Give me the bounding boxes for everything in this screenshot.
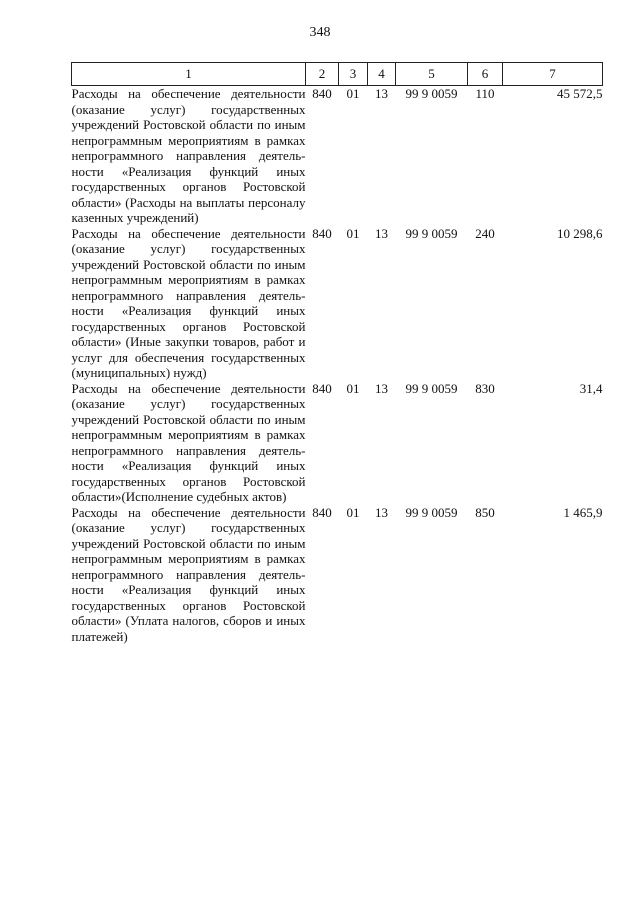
section-cell: 01 xyxy=(346,225,360,241)
expense-type-cell: 850 xyxy=(475,504,495,520)
row-description: Расходы на обеспечение деятельности (оказание услуг) государственных учреждений Ростовской области по иным непрограммным мероприятиям в рамках непрограммного направления деятельности «Реализация функций иных государственных органов Ростовской области» (Иные закупки товаров, работ и услуг для обеспечения государственных (муниципальных) нужд) xyxy=(71,225,306,380)
column-header-3: 3 xyxy=(339,63,368,86)
column-header-1: 1 xyxy=(72,63,306,86)
target-article-cell: 99 9 0059 xyxy=(405,86,458,101)
target-article-cell: 99 9 0059 xyxy=(405,380,458,396)
column-header-5: 5 xyxy=(396,63,468,86)
amount-cell: 45 572,5 xyxy=(557,86,603,101)
section-cell: 01 xyxy=(346,86,360,101)
expense-type-cell: 830 xyxy=(475,380,495,396)
column-header-7: 7 xyxy=(503,63,603,86)
table-row xyxy=(72,86,603,226)
amount-cell: 10 298,6 xyxy=(557,225,603,241)
section-cell: 01 xyxy=(346,504,360,520)
column-header-2: 2 xyxy=(306,63,339,86)
amount-cell: 31,4 xyxy=(579,380,603,396)
expense-type-cell: 110 xyxy=(475,86,495,101)
page-number: 348 xyxy=(309,25,331,40)
table-row xyxy=(72,226,603,381)
admin-code-cell: 840 xyxy=(312,504,332,520)
header-row xyxy=(72,63,603,86)
target-article-cell: 99 9 0059 xyxy=(405,504,458,520)
admin-code-cell: 840 xyxy=(312,86,332,101)
row-description: Расходы на обеспечение деятельности (оказание услуг) государственных учреждений Ростовской области по иным непрограммным мероприятиям в рамках непрограммного направления деятельности «Реализация функций иных государственных органов Ростовской области»(Исполнение судебных актов) xyxy=(71,380,306,504)
column-header-4: 4 xyxy=(368,63,396,86)
table-row xyxy=(72,381,603,505)
target-article-cell: 99 9 0059 xyxy=(405,225,458,241)
row-description: Расходы на обеспечение деятельности (оказание услуг) государственных учреждений Ростовской области по иным непрограммным мероприятиям в рамках непрограммного направления деятельности «Реализация функций иных государственных органов Ростовской области» (Расходы на выплаты персоналу казенных учреждений) xyxy=(71,86,306,225)
admin-code-cell: 840 xyxy=(312,225,332,241)
column-header-6: 6 xyxy=(468,63,503,86)
subsection-cell: 13 xyxy=(375,225,388,241)
subsection-cell: 13 xyxy=(375,504,388,520)
row-description: Расходы на обеспечение деятельности (оказание услуг) государственных учреждений Ростовской области по иным непрограммным мероприятиям в рамках непрограммного направления деятельности «Реализация функций иных государственных органов Ростовской области» (Уплата налогов, сборов и иных платежей) xyxy=(71,504,306,644)
budget-table xyxy=(71,62,603,644)
amount-cell: 1 465,9 xyxy=(563,504,603,520)
subsection-cell: 13 xyxy=(375,380,388,396)
expense-type-cell: 240 xyxy=(475,225,495,241)
table-row xyxy=(72,505,603,645)
admin-code-cell: 840 xyxy=(312,380,332,396)
section-cell: 01 xyxy=(346,380,360,396)
subsection-cell: 13 xyxy=(375,86,388,101)
